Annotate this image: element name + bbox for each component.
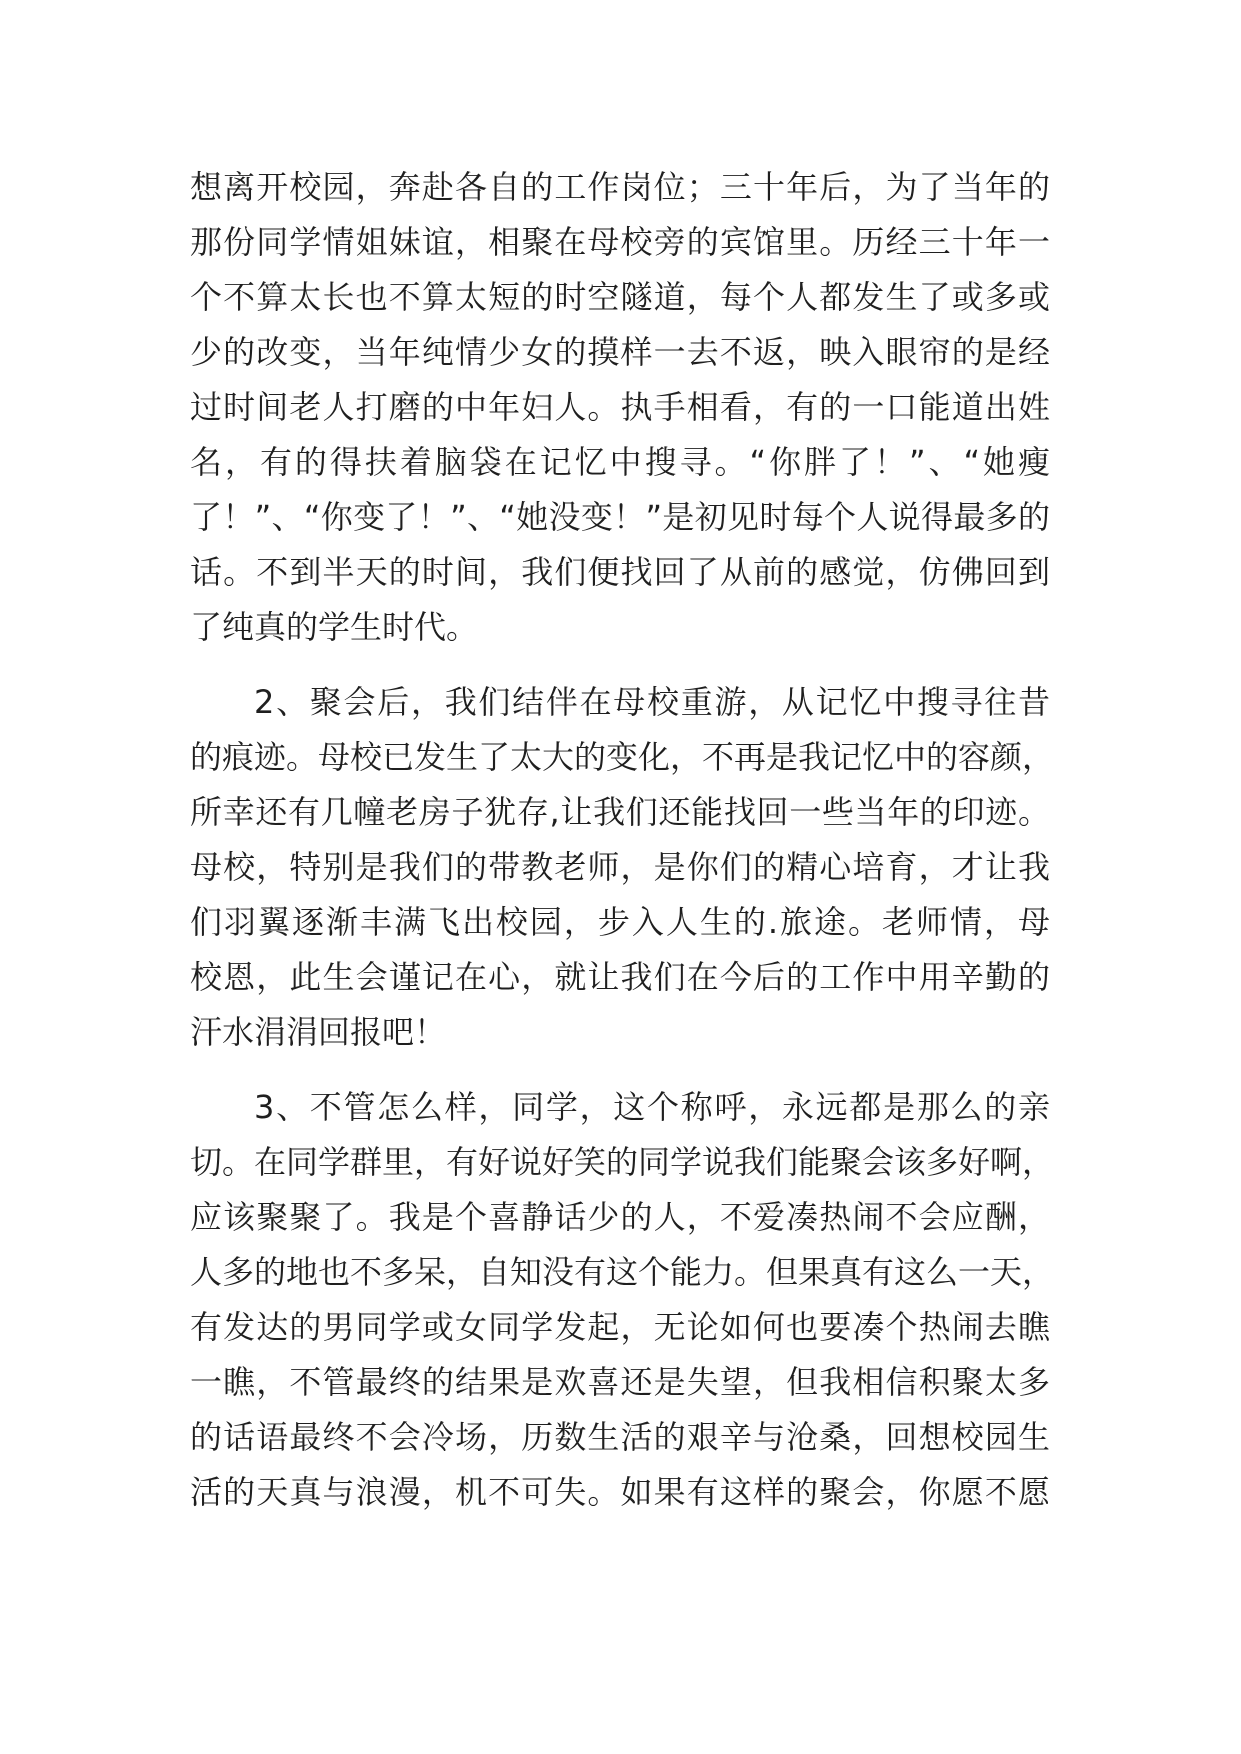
text-line: 过时间老人打磨的中年妇人。执手相看，有的一口能道出姓 [190,388,1050,426]
body-text [190,160,1055,1520]
text-line: 3、不管怎么样，同学，这个称呼，永远都是那么的亲 [254,1088,1050,1126]
text-line: 个不算太长也不算太短的时空隧道，每个人都发生了或多或 [190,278,1050,316]
text-line: 名，有的得扶着脑袋在记忆中搜寻。“你胖了！”、“她瘦 [190,443,1050,481]
text-line: 活的天真与浪漫，机不可失。如果有这样的聚会，你愿不愿 [190,1473,1050,1511]
text-line: 的话语最终不会冷场，历数生活的艰辛与沧桑，回想校园生 [190,1418,1050,1456]
text-line: 了！”、“你变了！”、“她没变！”是初见时每个人说得最多的 [190,498,1050,536]
text-line: 少的改变，当年纯情少女的摸样一去不返，映入眼帘的是经 [190,333,1050,371]
text-line: 应该聚聚了。我是个喜静话少的人，不爱凑热闹不会应酬， [190,1198,1050,1236]
text-line: 汗水涓涓回报吧！ [190,1013,447,1051]
text-line: 切。在同学群里，有好说好笑的同学说我们能聚会该多好啊， [190,1143,1055,1181]
text-line: 想离开校园，奔赴各自的工作岗位；三十年后，为了当年的 [190,168,1050,206]
text-line: 话。不到半天的时间，我们便找回了从前的感觉，仿佛回到 [190,553,1050,591]
text-line: 母校，特别是我们的带教老师，是你们的精心培育，才让我 [190,848,1050,886]
text-line: 那份同学情姐妹谊，相聚在母校旁的宾馆里。历经三十年一 [190,223,1050,261]
text-line: 校恩，此生会谨记在心，就让我们在今后的工作中用辛勤的 [190,958,1050,996]
paragraph-gap [190,655,1050,675]
text-line: 2、聚会后，我们结伴在母校重游，从记忆中搜寻往昔 [254,683,1050,721]
text-line: 了纯真的学生时代。 [190,608,479,646]
text-line: 人多的地也不多呆，自知没有这个能力。但果真有这么一天， [190,1253,1055,1291]
paragraph-gap [190,1060,1050,1080]
text-line: 一瞧，不管最终的结果是欢喜还是失望，但我相信积聚太多 [190,1363,1050,1401]
text-line: 所幸还有几幢老房子犹存,让我们还能找回一些当年的印迹。 [190,793,1050,831]
text-line: 们羽翼逐渐丰满飞出校园，步入人生的.旅途。老师情，母 [190,903,1050,941]
text-line: 的痕迹。母校已发生了太大的变化，不再是我记忆中的容颜， [190,738,1055,776]
text-line: 有发达的男同学或女同学发起，无论如何也要凑个热闹去瞧 [190,1308,1050,1346]
